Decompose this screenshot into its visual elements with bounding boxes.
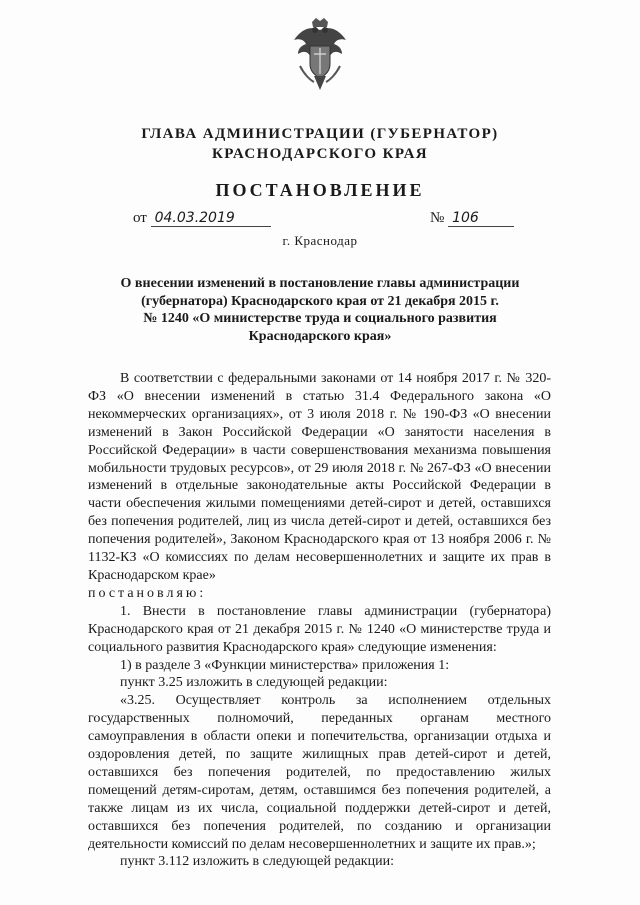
- date-value: 04.03.2019: [151, 210, 271, 227]
- paragraph-decree: постановляю:: [88, 585, 207, 601]
- title-line: Краснодарского края»: [248, 328, 392, 344]
- date-prefix: от: [133, 210, 147, 226]
- paragraph-item-1: 1. Внести в постановление главы администрации (губернатора) Краснодарского края от 21 декабря 2015 г. № 1240 «О министерстве труда и социального развития Краснодарского края» следующие изменения:: [88, 603, 551, 655]
- document-title: [100, 275, 540, 345]
- issuer-line-1: ГЛАВА АДМИНИСТРАЦИИ (ГУБЕРНАТОР): [141, 126, 499, 142]
- paragraph-preamble: В соответствии с федеральными законами от 14 ноября 2017 г. № 320-ФЗ «О внесении изменений в статью 31.4 Федерального закона «О некоммерческих организациях», от 3 июля 2018 г. № 190-ФЗ «О внесении изменений в Закон Российской Федерации «О занятости населения в Российской Федерации» в части совершенствования механизма повышения мобильности трудовых ресурсов», от 29 июля 2018 г. № 267-ФЗ «О внесении изменений в отдельные законодательные акты Российской Федерации в части обеспечения жилыми помещениями детей-сирот и детей, оставшихся без попечения родителей, лиц из числа детей-сирот и детей, оставшихся без попечения родителей», Законом Краснодарского края от 13 ноября 2006 г. № 1132-КЗ «О комиссиях по делам несовершеннолетних и защите их прав в Краснодарском крае»: [88, 371, 551, 583]
- title-line: О внесении изменений в постановление главы администрации: [120, 276, 520, 291]
- number-prefix: №: [430, 210, 445, 226]
- title-line: (губернатора) Краснодарского края от 21 декабря 2015 г.: [141, 293, 499, 309]
- document-body: [88, 370, 551, 871]
- paragraph-subitem: 1) в разделе 3 «Функции министерства» приложения 1:: [120, 657, 450, 673]
- title-line: № 1240 «О министерстве труда и социального развития: [143, 311, 497, 326]
- issuer-line-2: КРАСНОДАРСКОГО КРАЯ: [211, 146, 429, 162]
- document-type: ПОСТАНОВЛЕНИЕ: [215, 180, 425, 200]
- paragraph-quote: «3.25. Осуществляет контроль за исполнением отдельных государственных полномочий, переданных органам местного самоуправления в области опеки и попечительства, организации отдыха и оздоровления детей, по защите жилищных прав детей-сирот и детей, оставшихся без попечения родителей, по предоставлению жилых помещений детям-сиротам, детям, оставшимся без попечения родителей, а также лицам из их числа, социальной поддержки детей-сирот и детей, оставшихся без попечения родителей, по созданию и организации деятельности комиссий по делам несовершеннолетних и защите их прав.»;: [88, 693, 551, 852]
- date-field: [133, 210, 271, 227]
- number-field: [430, 210, 514, 227]
- paragraph-instruction: пункт 3.112 изложить в следующей редакции:: [120, 854, 394, 870]
- paragraph-instruction: пункт 3.25 изложить в следующей редакции:: [120, 675, 388, 691]
- city: г. Краснодар: [282, 233, 358, 248]
- coat-of-arms-emblem: [290, 16, 350, 92]
- number-value: 106: [448, 210, 514, 227]
